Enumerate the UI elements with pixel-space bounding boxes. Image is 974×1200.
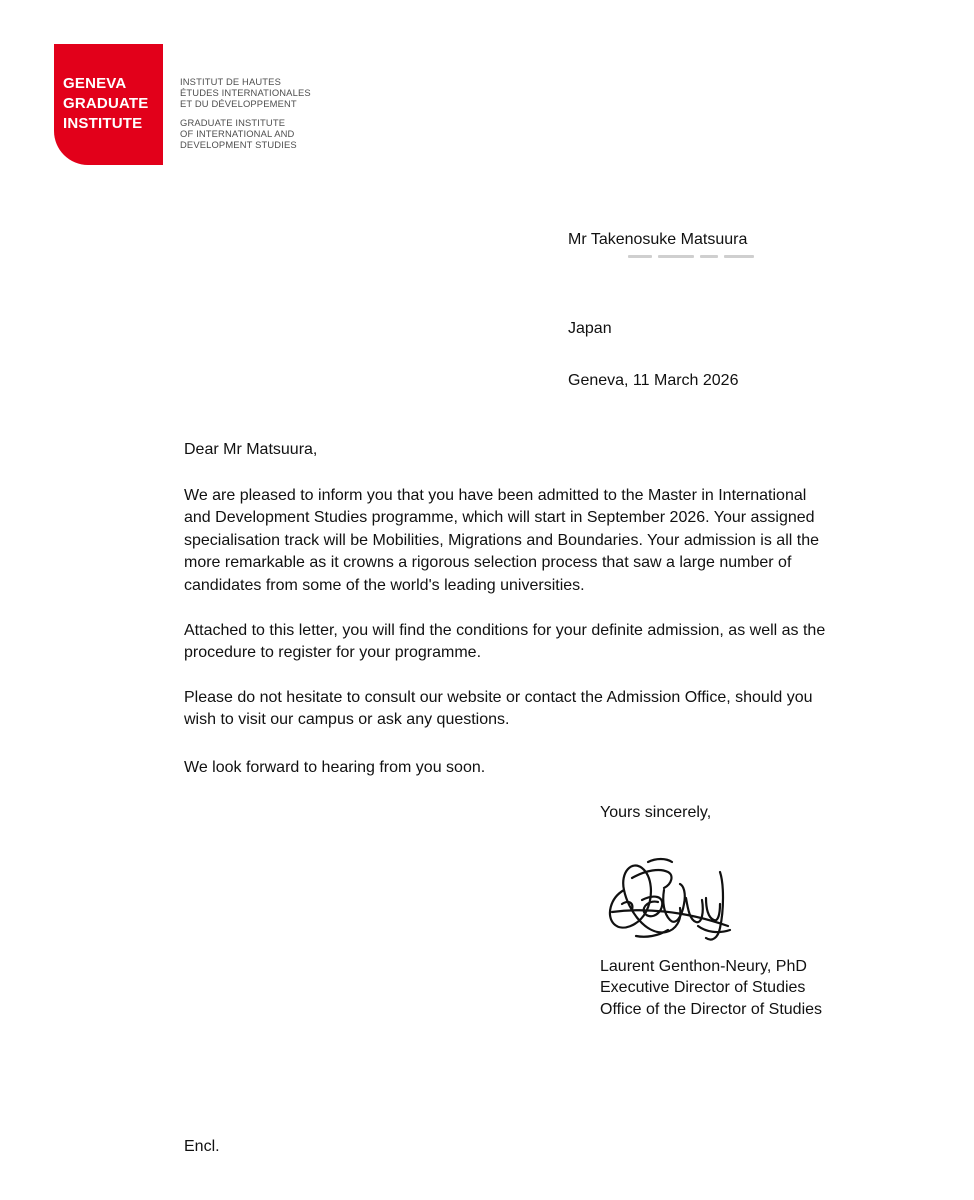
salutation: Dear Mr Matsuura, — [184, 441, 318, 458]
logo-block — [54, 44, 163, 165]
logo-french-line-2: ÉTUDES INTERNATIONALES — [180, 87, 311, 98]
logo-french-line-3: ET DU DÉVELOPPEMENT — [180, 98, 297, 109]
paragraph-line: procedure to register for your programme. — [184, 644, 482, 662]
handwritten-signature — [602, 850, 738, 946]
paragraph-line: Attached to this letter, you will find the conditions for your definite admission, as well as the — [184, 622, 826, 639]
body-paragraph-3 — [184, 687, 864, 732]
logo-word-graduate: GRADUATE — [63, 95, 149, 112]
body-paragraph-2 — [184, 620, 864, 665]
recipient-country: Japan — [568, 320, 612, 337]
logo-word-institute: INSTITUTE — [63, 115, 143, 132]
paragraph-line: specialisation track will be Mobilities, Migrations and Boundaries. Your admission is all the — [184, 531, 819, 549]
paragraph-line: We are pleased to inform you that you have been admitted to the Master in International — [184, 487, 807, 504]
signatory-office: Office of the Director of Studies — [600, 1001, 823, 1018]
body-paragraph-4 — [184, 757, 864, 779]
recipient-name: Mr Takenosuke Matsuura — [568, 231, 748, 248]
logo-english-line-3: DEVELOPMENT STUDIES — [180, 139, 297, 150]
body-paragraph-1 — [184, 485, 864, 597]
paragraph-line: and Development Studies programme, which will start in September 2026. Your assigned — [184, 509, 815, 527]
logo-english-line-2: OF INTERNATIONAL AND — [180, 128, 295, 139]
paragraph-line: We look forward to hearing from you soon. — [184, 759, 486, 776]
paragraph-line: more remarkable as it crowns a rigorous selection process that saw a large number of — [184, 554, 792, 572]
paragraph-line: Please do not hesitate to consult our website or contact the Admission Office, should you — [184, 689, 813, 706]
enclosure-note: Encl. — [184, 1138, 220, 1155]
closing: Yours sincerely, — [600, 804, 712, 821]
logo-word-geneva: GENEVA — [63, 75, 127, 92]
logo-english-line-1: GRADUATE INSTITUTE — [180, 117, 286, 128]
place-date: Geneva, 11 March 2026 — [568, 372, 739, 389]
redacted-address-line — [568, 255, 758, 261]
logo-french-line-1: INSTITUT DE HAUTES — [180, 76, 281, 87]
signatory-title: Executive Director of Studies — [600, 979, 806, 996]
signatory-name: Laurent Genthon-Neury, PhD — [600, 958, 807, 975]
paragraph-line: candidates from some of the world's leading universities. — [184, 576, 585, 594]
paragraph-line: wish to visit our campus or ask any questions. — [184, 711, 510, 729]
